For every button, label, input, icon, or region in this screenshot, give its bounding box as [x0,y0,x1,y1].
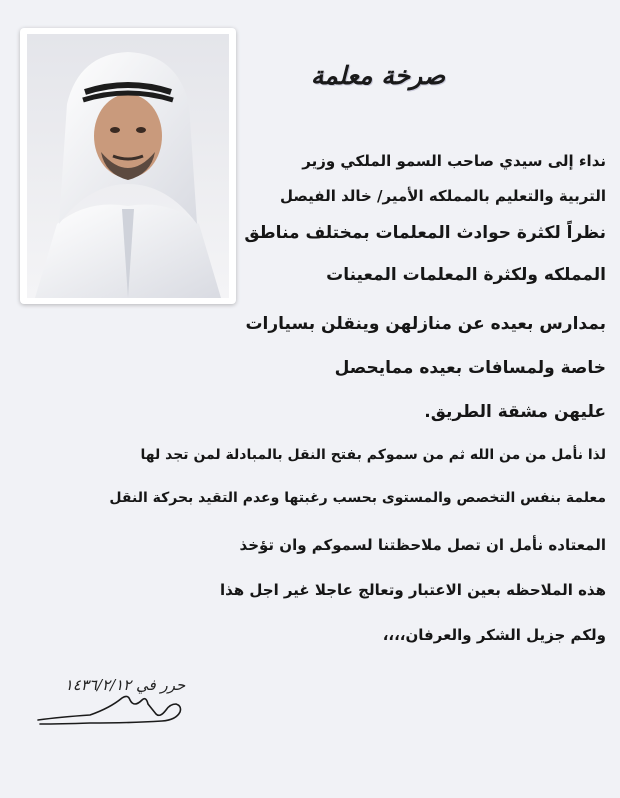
letter-line: التربية والتعليم بالمملكه الأمير/ خالد الفيصل [280,187,606,205]
letter-line: معلمة بنفس التخصص والمستوى بحسب رغبتها وعدم التقيد بحركة النقل [109,490,606,506]
portrait-photo [27,34,229,298]
letter-line: المعتاده نأمل ان تصل ملاحظتنا لسموكم وان تؤخذ [239,536,606,554]
letter-line: ولكم جزيل الشكر والعرفان،،،، [382,626,606,644]
letter-line: عليهن مشقة الطريق. [424,402,606,422]
letter-line: نظراً لكثرة حوادث المعلمات بمختلف مناطق [244,223,606,243]
letter-date: حرر في ١٤٣٦/٢/١٢ [64,676,186,694]
letter-line: خاصة ولمسافات بعيده ممايحصل [334,358,606,378]
handwritten-signature [30,690,200,730]
letter-line: نداء إلى سيدي صاحب السمو الملكي وزير [302,152,606,170]
letter-line: هذه الملاحظه بعين الاعتبار وتعالج عاجلا غير اجل هذا [219,581,606,599]
letter-line: بمدارس بعيده عن منازلهن وينقلن بسيارات [245,314,606,334]
letter-line: المملكه ولكثرة المعلمات المعينات [326,265,606,285]
letter-line: لذا نأمل من من الله ثم من سموكم بفتح النقل بالمبادلة لمن تجد لها [140,447,606,463]
portrait-photo-frame [20,28,236,304]
letter-title: صرخة معلمة [310,61,446,90]
